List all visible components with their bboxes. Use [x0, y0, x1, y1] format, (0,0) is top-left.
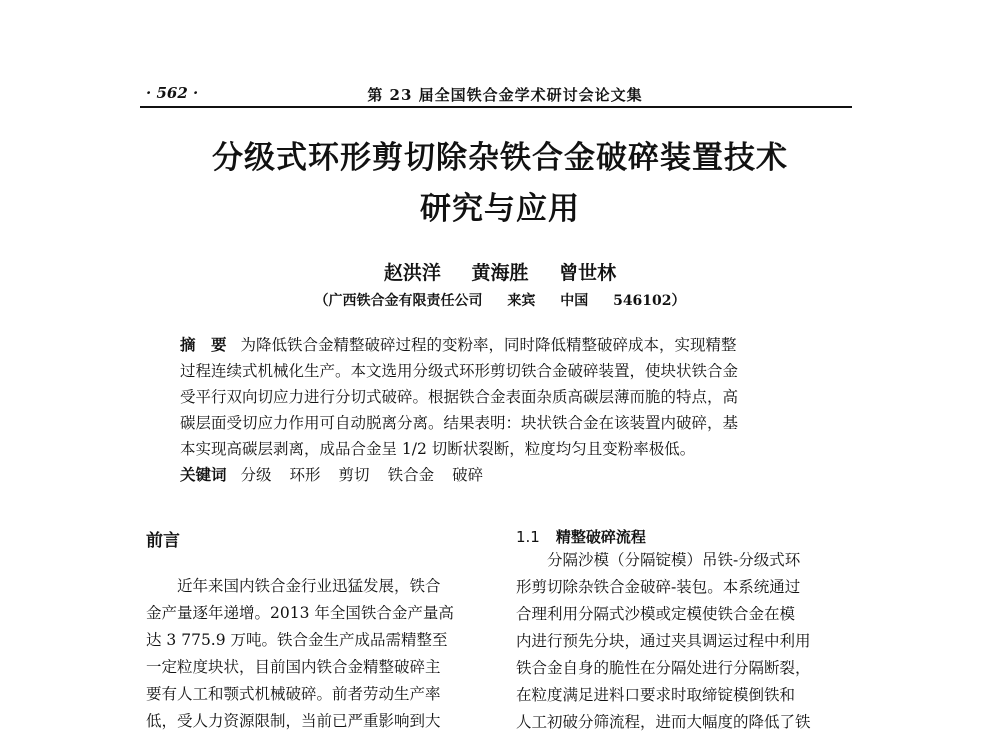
body-line: 在粒度满足进料口要求时取缔锭模倒铁和 [516, 686, 796, 704]
body-line: 要有人工和颚式机械破碎。前者劳动生产率 [146, 685, 441, 703]
keyword: 铁合金 [387, 466, 435, 484]
author-3: 曾世林 [559, 262, 617, 284]
abstract-line: 本实现高碳层剥离，成品合金呈 1/2 切断状裂断，粒度均匀且变粉率极低。 [180, 440, 696, 458]
body-line: 合理利用分隔式沙模或定模使铁合金在模 [516, 605, 796, 623]
keyword: 破碎 [452, 466, 484, 484]
paper-title-line-1: 分级式环形剪切除杂铁合金破碎装置技术 [212, 140, 788, 176]
subsection-heading [516, 526, 646, 547]
body-line: 一定粒度块状，目前国内铁合金精整破碎主 [146, 658, 441, 676]
paper-title-line-2: 研究与应用 [420, 191, 580, 227]
abstract-line: 受平行双向切应力进行分切式破碎。根据铁合金表面杂质高碳层薄而脆的特点，高 [180, 388, 739, 406]
keyword: 分级 [240, 466, 272, 484]
body-line: 内进行预先分块，通过夹具调运过程中利用 [516, 632, 811, 650]
body-line: 近年来国内铁合金行业迅猛发展，铁合 [146, 577, 441, 595]
affiliation-country: 中国 [560, 293, 589, 309]
page-number: · 562 · [146, 84, 199, 102]
abstract-line [180, 332, 820, 358]
abstract [180, 332, 820, 488]
journal-title: 第 23 届全国铁合金学术研讨会论文集 [367, 86, 643, 104]
body-line: 达 3 775.9 万吨。铁合金生产成品需精整至 [146, 631, 448, 649]
section-heading: 前言 [146, 531, 180, 551]
running-head [140, 84, 870, 104]
body-line: 金产量逐年递增。2013 年全国铁合金产量高 [146, 604, 454, 622]
abstract-label: 摘 要 [180, 336, 227, 354]
keywords-label: 关键词 [180, 466, 227, 484]
abstract-text: 为降低铁合金精整破碎过程的变粉率，同时降低精整破碎成本，实现精整 [240, 336, 737, 354]
authors [0, 258, 1000, 285]
body-line: 人工初破分筛流程，进而大幅度的降低了铁 [516, 713, 811, 731]
affiliation-org: （广西铁合金有限责任公司 [314, 293, 483, 309]
body-line: 分隔沙模（分隔锭模）吊铁-分级式环 [516, 551, 801, 569]
left-column [146, 573, 494, 735]
author-1: 赵洪洋 [383, 262, 441, 284]
keyword: 剪切 [338, 466, 370, 484]
affiliation-city: 来宾 [507, 293, 536, 309]
subsection-title: 精整破碎流程 [555, 528, 646, 546]
affiliation [0, 290, 1000, 310]
keywords-line [180, 462, 820, 488]
author-2: 黄海胜 [471, 262, 529, 284]
abstract-line: 碳层面受切应力作用可自动脱离分离。结果表明：块状铁合金在该装置内破碎，基 [180, 414, 739, 432]
header-rule [140, 106, 852, 108]
abstract-line: 过程连续式机械化生产。本文选用分级式环形剪切铁合金破碎装置，使块状铁合金 [180, 362, 739, 380]
right-column [516, 547, 864, 736]
body-line: 低，受人力资源限制，当前已严重影响到大 [146, 712, 441, 730]
affiliation-postcode: 546102） [613, 293, 686, 309]
subsection-number: 1.1 [516, 528, 540, 546]
body-line: 铁合金自身的脆性在分隔处进行分隔断裂， [516, 659, 811, 677]
body-line: 形剪切除杂铁合金破碎-装包。本系统通过 [516, 578, 801, 596]
keyword: 环形 [289, 466, 321, 484]
